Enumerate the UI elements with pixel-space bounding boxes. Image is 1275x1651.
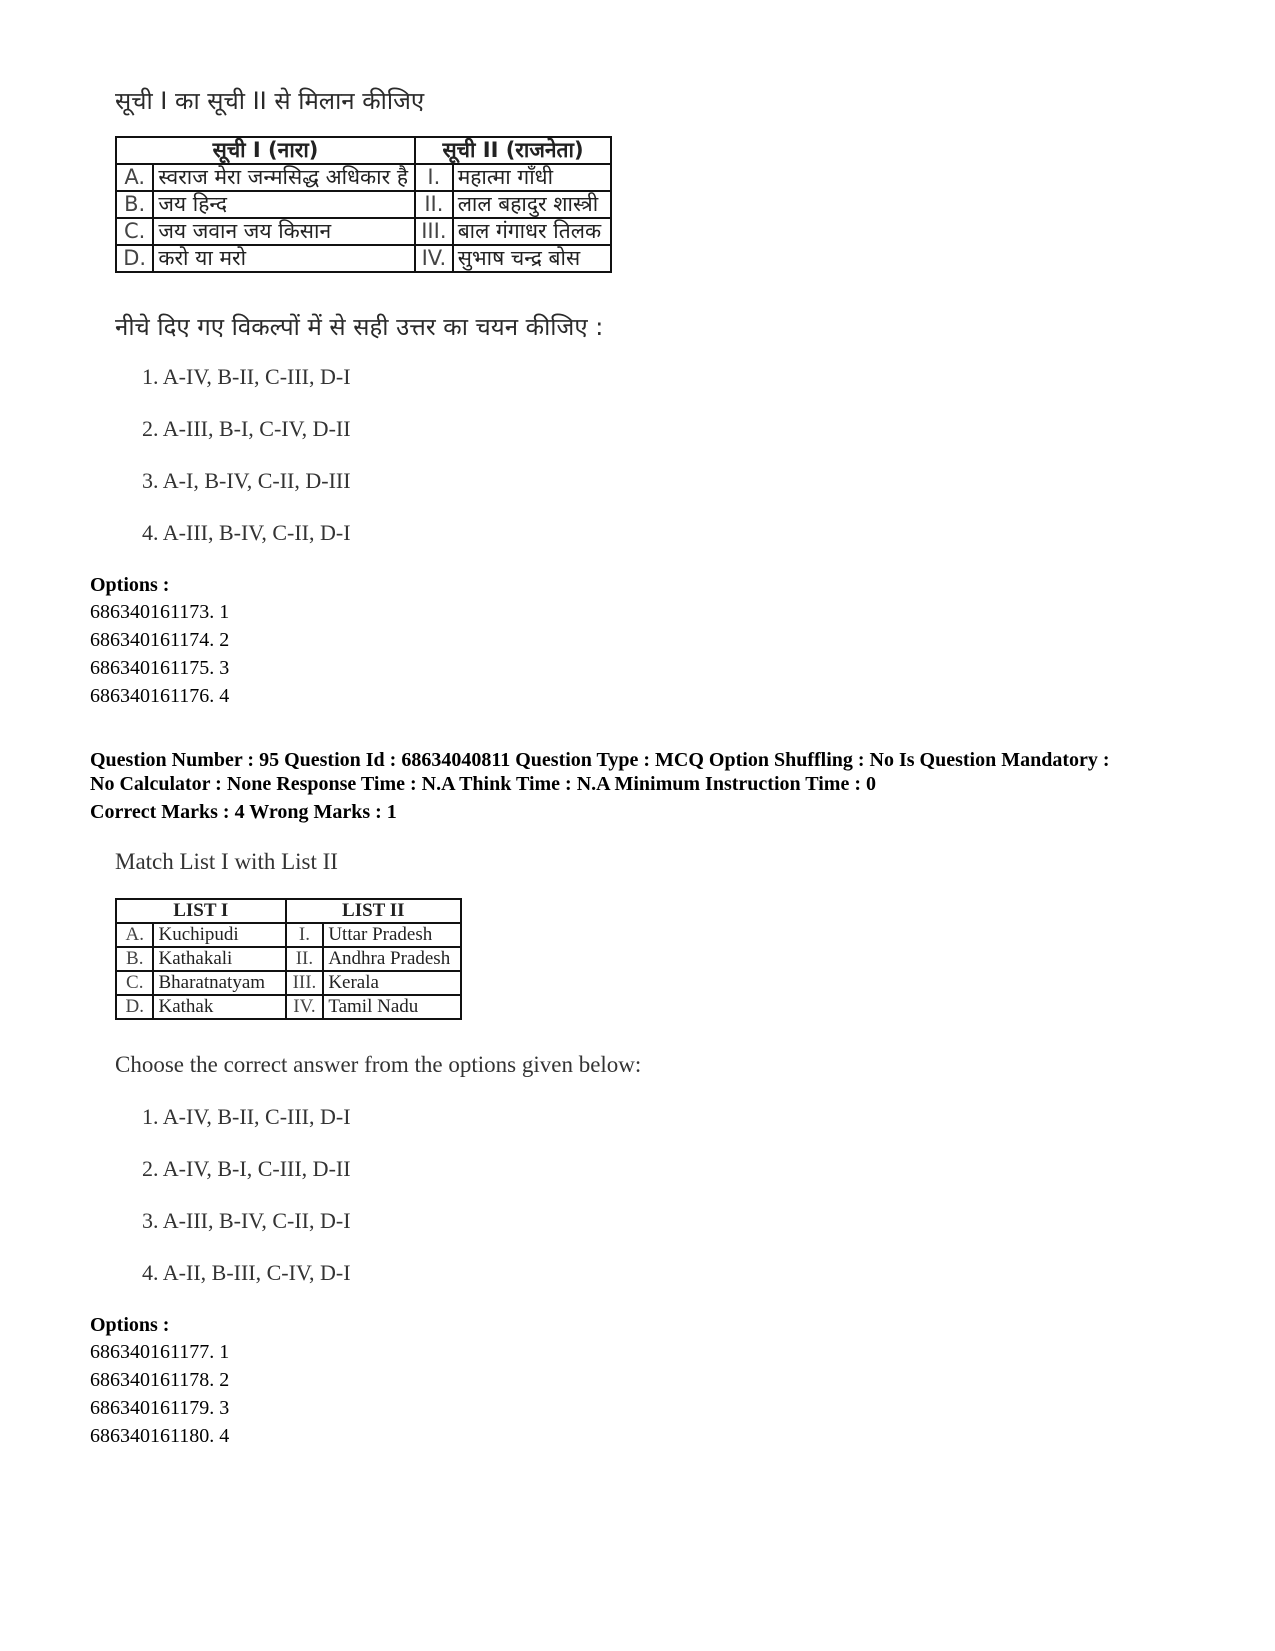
row-letter: A. — [116, 923, 153, 947]
option-id: 686340161178. 2 — [90, 1369, 230, 1391]
options-label: Options : — [90, 1314, 170, 1336]
row-right: लाल बहादुर शास्त्री — [453, 191, 611, 218]
table-header-list1: LIST I — [116, 899, 286, 923]
option-id: 686340161176. 4 — [90, 685, 230, 707]
question-intro: सूची I का सूची II से मिलान कीजिए — [115, 87, 425, 115]
table-header-list1: सूची I (नारा) — [116, 137, 415, 164]
option-id: 686340161175. 3 — [90, 657, 230, 679]
question-meta — [90, 748, 1210, 796]
table-row — [116, 947, 461, 971]
row-letter: B. — [116, 191, 153, 218]
table-row — [116, 971, 461, 995]
match-table — [115, 136, 612, 273]
row-numeral: IV. — [415, 245, 453, 272]
question-instruction: Choose the correct answer from the options given below: — [115, 1052, 642, 1077]
options-label: Options : — [90, 574, 170, 596]
row-numeral: III. — [286, 971, 324, 995]
option-id: 686340161180. 4 — [90, 1425, 230, 1447]
table-row — [116, 164, 611, 191]
row-numeral: II. — [415, 191, 453, 218]
table-row — [116, 245, 611, 272]
option-id: 686340161177. 1 — [90, 1341, 230, 1363]
answer-choice: 4. A-III, B-IV, C-II, D-I — [142, 520, 351, 545]
table-row — [116, 191, 611, 218]
answer-choice: 2. A-IV, B-I, C-III, D-II — [142, 1156, 351, 1181]
row-numeral: II. — [286, 947, 324, 971]
row-right: महात्मा गाँधी — [453, 164, 611, 191]
answer-choice: 1. A-IV, B-II, C-III, D-I — [142, 1104, 351, 1129]
row-right: सुभाष चन्द्र बोस — [453, 245, 611, 272]
row-letter: D. — [116, 995, 153, 1019]
match-table — [115, 898, 462, 1020]
row-left: Kathakali — [153, 947, 285, 971]
row-left: करो या मरो — [153, 245, 415, 272]
row-letter: C. — [116, 971, 153, 995]
table-row — [116, 995, 461, 1019]
answer-choice: 3. A-III, B-IV, C-II, D-I — [142, 1208, 351, 1233]
question-meta-line: No Calculator : None Response Time : N.A Think Time : N.A Minimum Instruction Time : 0 — [90, 773, 876, 795]
question-instruction: नीचे दिए गए विकल्पों में से सही उत्तर का चयन कीजिए : — [115, 313, 604, 341]
row-numeral: I. — [415, 164, 453, 191]
row-left: Kuchipudi — [153, 923, 285, 947]
row-letter: A. — [116, 164, 153, 191]
table-header-list2: सूची II (राजनेता) — [415, 137, 611, 164]
option-id: 686340161174. 2 — [90, 629, 230, 651]
row-left: Bharatnatyam — [153, 971, 285, 995]
answer-choice: 2. A-III, B-I, C-IV, D-II — [142, 416, 351, 441]
row-right: Andhra Pradesh — [323, 947, 461, 971]
row-right: Tamil Nadu — [323, 995, 461, 1019]
option-id: 686340161179. 3 — [90, 1397, 230, 1419]
answer-choice: 1. A-IV, B-II, C-III, D-I — [142, 364, 351, 389]
question-intro: Match List I with List II — [115, 849, 338, 874]
row-numeral: III. — [415, 218, 453, 245]
table-header-list2: LIST II — [286, 899, 461, 923]
row-left: जय हिन्द — [153, 191, 415, 218]
row-numeral: IV. — [286, 995, 324, 1019]
option-id: 686340161173. 1 — [90, 601, 230, 623]
row-right: Kerala — [323, 971, 461, 995]
row-left: स्वराज मेरा जन्मसिद्ध अधिकार है — [153, 164, 415, 191]
row-left: Kathak — [153, 995, 285, 1019]
row-letter: D. — [116, 245, 153, 272]
row-letter: C. — [116, 218, 153, 245]
answer-choice: 4. A-II, B-III, C-IV, D-I — [142, 1260, 351, 1285]
question-marks: Correct Marks : 4 Wrong Marks : 1 — [90, 801, 397, 823]
table-row — [116, 218, 611, 245]
table-row — [116, 923, 461, 947]
row-numeral: I. — [286, 923, 324, 947]
row-right: बाल गंगाधर तिलक — [453, 218, 611, 245]
answer-choice: 3. A-I, B-IV, C-II, D-III — [142, 468, 351, 493]
row-letter: B. — [116, 947, 153, 971]
question-meta-line: Question Number : 95 Question Id : 68634040811 Question Type : MCQ Option Shuffling : No Is Question Mandatory : — [90, 749, 1110, 771]
row-right: Uttar Pradesh — [323, 923, 461, 947]
row-left: जय जवान जय किसान — [153, 218, 415, 245]
